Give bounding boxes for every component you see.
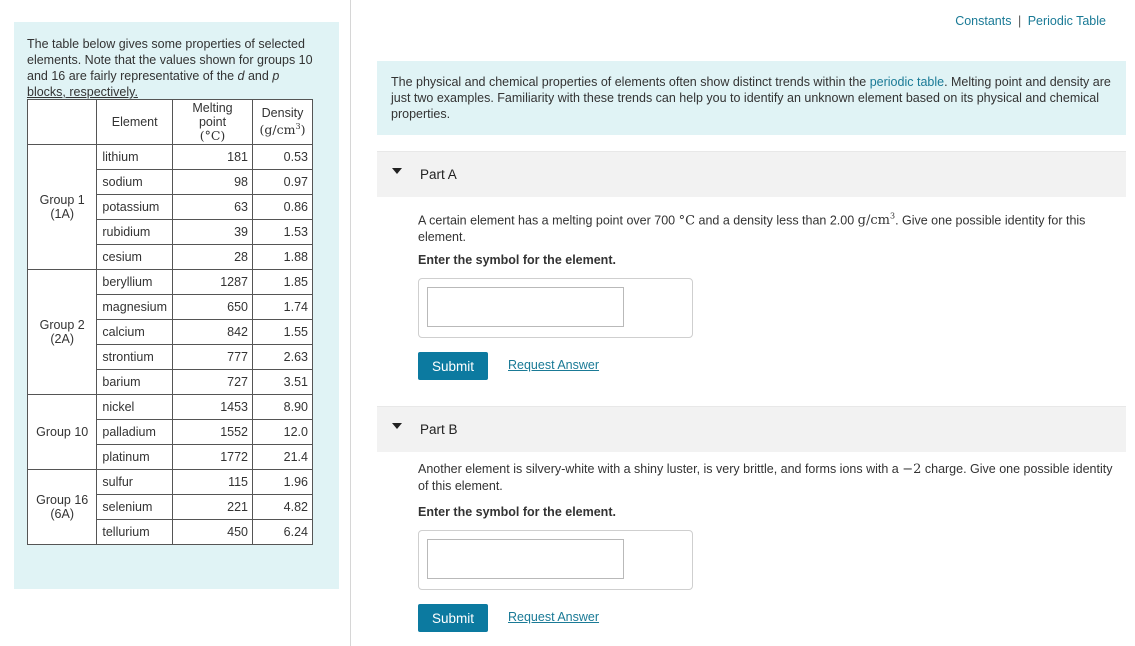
- element-cell: sodium: [97, 170, 173, 195]
- group-sub: (6A): [50, 507, 74, 521]
- table-body: [28, 145, 313, 545]
- melting-point-cell: 1453: [173, 395, 253, 420]
- density-unit-close: ): [300, 122, 306, 138]
- melting-point-cell: 842: [173, 320, 253, 345]
- melting-point-cell: 98: [173, 170, 253, 195]
- group-name: Group 1: [39, 193, 85, 207]
- question-text: charge. Give one possible identity of this element.: [418, 462, 1113, 493]
- panel-divider: [350, 0, 351, 646]
- part-b-header[interactable]: [377, 406, 1126, 452]
- melting-point-cell: 1287: [173, 270, 253, 295]
- density-cell: 1.88: [253, 245, 313, 270]
- melting-point-cell: 650: [173, 295, 253, 320]
- part-a-request-answer-link[interactable]: Request Answer: [508, 358, 600, 372]
- table-row: [28, 470, 313, 495]
- density-cell: 6.24: [253, 520, 313, 545]
- group-sub: (2A): [50, 332, 74, 346]
- melting-point-cell: 63: [173, 195, 253, 220]
- celsius-unit: °C: [678, 213, 696, 229]
- melting-point-cell: 450: [173, 520, 253, 545]
- intro-text-part: and 16 are fairly representative of the: [27, 69, 238, 83]
- group-sub: (1A): [50, 207, 74, 221]
- part-b-answer-input[interactable]: [427, 539, 624, 579]
- header-group: [28, 100, 97, 145]
- question-text: and a density less than 2.00: [695, 213, 858, 228]
- density-cell: 4.82: [253, 495, 313, 520]
- part-a-question: [418, 209, 1124, 245]
- intro-text: [27, 36, 332, 100]
- element-cell: platinum: [97, 445, 173, 470]
- group-label: [28, 145, 97, 270]
- density-cell: 12.0: [253, 420, 313, 445]
- element-cell: palladium: [97, 420, 173, 445]
- melting-point-cell: 777: [173, 345, 253, 370]
- info-text: . Melting point and density are just two examples. Familiarity with these trends can help you to identify an unknown element based on its physical and chemical properties.: [391, 75, 1111, 121]
- melting-point-cell: 181: [173, 145, 253, 170]
- group-label: [28, 270, 97, 395]
- melting-point-cell: 221: [173, 495, 253, 520]
- element-cell: strontium: [97, 345, 173, 370]
- link-separator: |: [1017, 14, 1022, 28]
- part-b-submit-button[interactable]: Submit: [418, 604, 488, 632]
- density-cell: 1.53: [253, 220, 313, 245]
- intro-text-part: and: [244, 69, 273, 83]
- intro-line: blocks, respectively.: [27, 85, 138, 99]
- group-label: [28, 395, 97, 470]
- header-melting-unit: (°C): [199, 128, 226, 143]
- density-cell: 0.53: [253, 145, 313, 170]
- density-cell: 3.51: [253, 370, 313, 395]
- collapse-caret-icon[interactable]: [392, 423, 402, 429]
- part-a-answer-input[interactable]: [427, 287, 624, 327]
- element-cell: rubidium: [97, 220, 173, 245]
- table-row: [28, 395, 313, 420]
- element-cell: calcium: [97, 320, 173, 345]
- part-a-submit-button[interactable]: Submit: [418, 352, 488, 380]
- collapse-caret-icon[interactable]: [392, 168, 402, 174]
- melting-point-cell: 1552: [173, 420, 253, 445]
- periodic-table-link[interactable]: Periodic Table: [1027, 14, 1106, 28]
- question-text: . Give one possible identity for this element.: [418, 213, 1086, 245]
- table-header-row: [28, 100, 313, 145]
- d-block-label: d: [237, 69, 245, 83]
- element-cell: sulfur: [97, 470, 173, 495]
- element-cell: barium: [97, 370, 173, 395]
- density-unit: [858, 213, 895, 228]
- density-cell: 2.63: [253, 345, 313, 370]
- group-name: Group 10: [36, 425, 89, 439]
- density-cell: 1.96: [253, 470, 313, 495]
- header-melting-point: [173, 100, 253, 145]
- part-b-request-answer-link[interactable]: Request Answer: [508, 610, 600, 624]
- part-a-header[interactable]: [377, 151, 1126, 197]
- melting-point-cell: 1772: [173, 445, 253, 470]
- intro-line: elements. Note that the values shown for groups 10: [27, 53, 313, 67]
- p-block-label: p: [272, 69, 280, 83]
- element-properties-table: [27, 99, 313, 545]
- header-density-unit: [258, 120, 307, 137]
- element-cell: potassium: [97, 195, 173, 220]
- element-cell: magnesium: [97, 295, 173, 320]
- element-cell: selenium: [97, 495, 173, 520]
- group-label: [28, 470, 97, 545]
- constants-link[interactable]: Constants: [955, 14, 1012, 28]
- intro-line: [27, 68, 332, 84]
- part-b-prompt: Enter the symbol for the element.: [418, 505, 616, 519]
- density-unit-base: (g/cm: [259, 122, 296, 138]
- element-properties-panel: [14, 22, 339, 589]
- question-text: A certain element has a melting point over 700: [418, 213, 679, 228]
- density-cell: 1.55: [253, 320, 313, 345]
- part-b-question: [418, 461, 1124, 494]
- element-cell: beryllium: [97, 270, 173, 295]
- info-text: The physical and chemical properties of elements often show distinct trends within the: [391, 75, 870, 89]
- density-cell: 1.74: [253, 295, 313, 320]
- group-name: Group 16: [36, 493, 89, 507]
- element-cell: tellurium: [97, 520, 173, 545]
- part-a-answer-box: [418, 278, 693, 338]
- table-row: [28, 270, 313, 295]
- header-element: Element: [97, 100, 173, 145]
- density-unit-base: g/cm: [857, 213, 890, 229]
- melting-point-cell: 28: [173, 245, 253, 270]
- periodic-table-inline-link[interactable]: periodic table: [869, 75, 945, 89]
- density-cell: 1.85: [253, 270, 313, 295]
- intro-line: The table below gives some properties of selected: [27, 37, 305, 51]
- part-b-title: Part B: [420, 422, 458, 437]
- group-name: Group 2: [39, 318, 85, 332]
- melting-point-cell: 727: [173, 370, 253, 395]
- header-melting-label: Melting point: [192, 101, 233, 129]
- melting-point-cell: 115: [173, 470, 253, 495]
- question-text: Another element is silvery-white with a shiny luster, is very brittle, and forms ions with a: [418, 462, 903, 476]
- top-links: [955, 14, 1106, 28]
- density-unit-exp: 3: [295, 122, 301, 132]
- density-cell: 21.4: [253, 445, 313, 470]
- part-a-prompt: Enter the symbol for the element.: [418, 253, 616, 267]
- element-cell: cesium: [97, 245, 173, 270]
- part-a-title: Part A: [420, 167, 457, 182]
- density-cell: 0.86: [253, 195, 313, 220]
- density-cell: 8.90: [253, 395, 313, 420]
- header-density: [253, 100, 313, 145]
- melting-point-cell: 39: [173, 220, 253, 245]
- header-density-label: Density: [261, 106, 304, 121]
- info-box: [377, 61, 1126, 135]
- table-row: [28, 145, 313, 170]
- charge-value: −2: [902, 462, 922, 477]
- part-b-answer-box: [418, 530, 693, 590]
- element-cell: lithium: [97, 145, 173, 170]
- density-unit-exp: 3: [889, 212, 896, 221]
- density-cell: 0.97: [253, 170, 313, 195]
- element-cell: nickel: [97, 395, 173, 420]
